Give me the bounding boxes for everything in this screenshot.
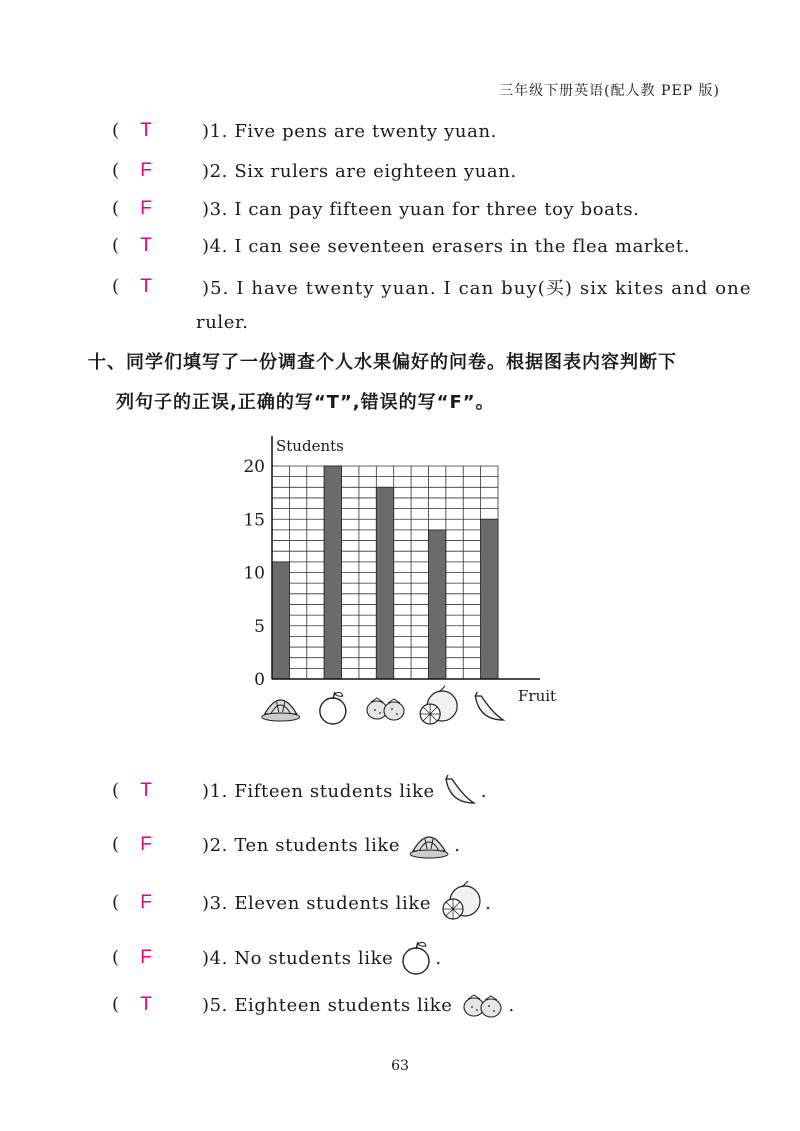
section-title: 十、同学们填写了一份调查个人水果偏好的问卷。根据图表内容判断下 xyxy=(88,352,677,373)
list-item xyxy=(112,120,497,142)
chart-bar xyxy=(376,487,393,679)
chart-bar xyxy=(428,530,445,679)
y-tick-label: 10 xyxy=(243,563,265,584)
list-item-continuation xyxy=(196,312,249,333)
apple-icon xyxy=(320,692,346,724)
y-tick-label: 0 xyxy=(254,670,265,690)
apple-icon xyxy=(397,938,435,978)
statement-text: )4. I can see seventeen erasers in the flea market. xyxy=(202,235,691,257)
answer-mark: T xyxy=(140,994,152,1015)
answer-mark: T xyxy=(140,120,152,141)
open-paren: ( T xyxy=(112,780,202,802)
section-title-line2: 列句子的正误,正确的写“T”,错误的写“F”。 xyxy=(116,392,495,413)
answer-mark: F xyxy=(140,947,152,968)
chart-bar xyxy=(272,562,289,679)
answer-mark: F xyxy=(140,834,152,855)
open-paren: ( F xyxy=(112,947,202,969)
open-paren: ( T xyxy=(112,235,202,257)
statement-text: )5. Eighteen students like xyxy=(202,994,453,1016)
answer-mark: F xyxy=(140,160,152,181)
watermelon-icon xyxy=(262,700,300,721)
list-item xyxy=(112,880,491,926)
open-paren: ( T xyxy=(112,120,202,142)
answer-mark: F xyxy=(140,198,152,219)
chart-bar xyxy=(481,519,498,679)
y-tick-label: 5 xyxy=(254,616,265,637)
x-axis-label: Fruit xyxy=(518,687,557,705)
statement-text: ruler. xyxy=(196,312,249,333)
strawberry-icon xyxy=(456,988,508,1022)
chart-bar xyxy=(324,466,341,679)
answer-mark: T xyxy=(140,780,152,801)
strawberry-icon xyxy=(367,698,404,720)
banana-icon xyxy=(475,692,503,720)
statement-text: )2. Six rulers are eighteen yuan. xyxy=(202,160,517,182)
statement-text: )1. Fifteen students like xyxy=(202,780,435,802)
orange-icon xyxy=(420,686,457,724)
list-item xyxy=(112,938,441,978)
statement-text: )1. Five pens are twenty yuan. xyxy=(202,120,497,142)
period: . xyxy=(485,892,491,914)
list-item xyxy=(112,770,487,812)
page-header: 三年级下册英语(配人教 PEP 版) xyxy=(499,83,720,99)
statement-text: )4. No students like xyxy=(202,947,394,969)
open-paren: ( T xyxy=(112,276,202,298)
y-tick-label: 15 xyxy=(243,510,265,531)
open-paren: ( F xyxy=(112,160,202,182)
statement-text: )3. I can pay fifteen yuan for three toy boats. xyxy=(202,198,640,220)
statement-text: )5. I have twenty yuan. I can buy(买) six kites and one xyxy=(202,278,752,299)
open-paren: ( F xyxy=(112,892,202,914)
open-paren: ( F xyxy=(112,834,202,856)
list-item xyxy=(112,198,640,220)
list-item xyxy=(112,824,460,866)
statement-text: )3. Eleven students like xyxy=(202,892,432,914)
list-item xyxy=(112,274,752,300)
period: . xyxy=(480,780,487,802)
period: . xyxy=(435,947,442,969)
answer-mark: T xyxy=(140,276,152,297)
orange-icon xyxy=(435,880,485,926)
period: . xyxy=(508,994,515,1016)
y-tick-label: 20 xyxy=(243,457,265,477)
watermelon-icon xyxy=(404,824,454,866)
statement-text: )2. Ten students like xyxy=(202,834,401,856)
list-item xyxy=(112,160,517,182)
period: . xyxy=(454,834,460,856)
open-paren: ( T xyxy=(112,994,202,1016)
answer-mark: T xyxy=(140,235,152,256)
answer-mark: F xyxy=(140,892,152,913)
y-axis-label: Students xyxy=(276,437,344,455)
list-item xyxy=(112,988,514,1022)
page-number: 63 xyxy=(391,1058,409,1074)
open-paren: ( F xyxy=(112,198,202,220)
banana-icon xyxy=(439,770,481,812)
list-item xyxy=(112,235,690,257)
